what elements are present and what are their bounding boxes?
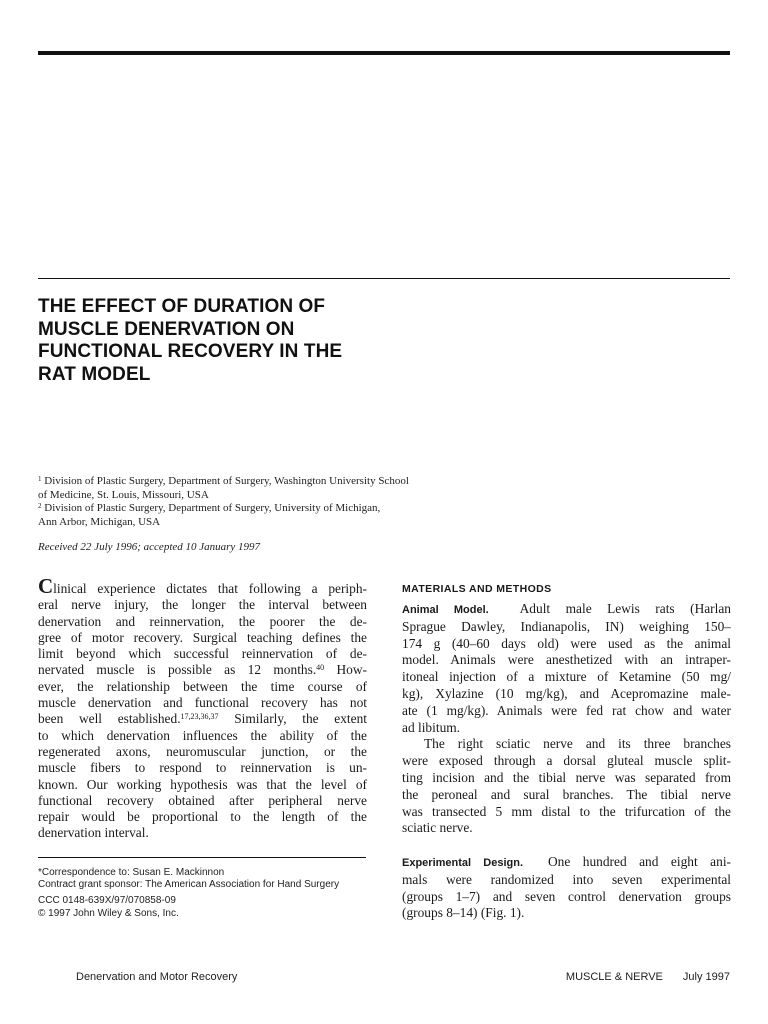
exp-line	[402, 854, 731, 872]
exp-text: One hundred and eight ani-	[547, 854, 731, 869]
intro-text: linical experience dictates that following a periph-	[53, 581, 367, 596]
intro-text: nervated muscle is possible as 12 months.	[38, 662, 317, 678]
intro-line: gree of motor recovery. Surgical teaching defines the	[38, 629, 367, 645]
methods-line: model. Animals were anesthetized with an intraper-	[402, 652, 731, 668]
reference-superscript: 40	[316, 663, 325, 673]
running-footer-title: Denervation and Motor Recovery	[76, 971, 238, 983]
methods-heading: MATERIALS AND METHODS	[402, 583, 552, 595]
exp-line: (groups 8–14) (Fig. 1).	[402, 905, 525, 921]
methods-line: kg), Xylazine (10 mg/kg), and Acepromazine male-	[402, 685, 731, 701]
intro-line	[38, 662, 367, 678]
title-line: FUNCTIONAL RECOVERY IN THE	[38, 341, 343, 362]
intro-line	[38, 711, 367, 727]
journal-name: MUSCLE & NERVE	[565, 971, 663, 983]
experimental-design	[402, 854, 731, 922]
reference-superscript: 17,23,36,37	[180, 712, 219, 722]
intro-text: been well established.	[38, 711, 181, 727]
intro-line: limit beyond which successful reinnervation of de-	[38, 646, 367, 662]
top-thick-rule	[38, 51, 730, 55]
intro-line: repair would be proportional to the length of the	[38, 809, 367, 825]
intro-line: regenerated axons, neuromuscular junction, or the	[38, 743, 367, 759]
drop-cap: C	[38, 574, 54, 598]
methods-line: The right sciatic nerve and its three branches	[424, 736, 731, 752]
methods-line: was transected 5 mm distal to the trifurcation of the	[402, 803, 731, 819]
footnote-rule	[38, 857, 366, 858]
title-rule	[38, 278, 730, 279]
intro-line: denervation interval.	[38, 825, 149, 841]
title-line: RAT MODEL	[38, 363, 151, 385]
methods-line: were exposed through a dorsal gluteal muscle split-	[402, 753, 731, 769]
intro-line	[38, 574, 367, 598]
methods-line: ate (1 mg/kg). Animals were fed rat chow and water	[402, 702, 731, 718]
intro-text: Similarly, the extent	[218, 711, 367, 727]
affiliation-text: Division of Plastic Surgery, Department of Surgery, Washington University School	[44, 475, 409, 487]
title-line: THE EFFECT OF DURATION OF	[38, 296, 326, 317]
intro-text: How-	[324, 662, 367, 678]
affiliation-text: Division of Plastic Surgery, Department of Surgery, University of Michigan,	[44, 502, 381, 515]
intro-line: known. Our working hypothesis was that the level of	[38, 776, 367, 792]
methods-line	[402, 601, 731, 619]
affiliation-2-line-1	[38, 502, 478, 516]
experimental-design-heading: Experimental Design.	[402, 857, 523, 869]
article-title	[38, 296, 458, 386]
title-line: MUSCLE DENERVATION ON	[38, 318, 295, 340]
animal-model-heading: Animal Model.	[402, 604, 489, 616]
methods-section	[402, 583, 731, 837]
intro-line: eral nerve injury, the longer the interval between	[38, 597, 367, 613]
introduction	[38, 574, 367, 842]
intro-line: muscle fibers to respond to reinnervation is un-	[38, 760, 367, 776]
footnotes	[38, 867, 368, 920]
intro-line: functional recovery obtained after peripheral nerve	[38, 792, 367, 808]
methods-line: itoneal injection of a mixture of Ketamine (50 mg/	[402, 669, 731, 685]
intro-line: muscle denervation and functional recovery has not	[38, 695, 367, 711]
intro-line: ever, the relationship between the time course of	[38, 678, 367, 694]
received-date: Received 22 July 1996; accepted 10 January 1997	[38, 541, 261, 553]
exp-line: (groups 1–7) and seven control denervation groups	[402, 888, 731, 904]
affiliation-mark: 1	[38, 475, 42, 483]
methods-line: the peroneal and sural branches. The tibial nerve	[402, 786, 731, 802]
affiliation-2-line-2: Ann Arbor, Michigan, USA	[38, 515, 161, 528]
exp-line: mals were randomized into seven experimental	[402, 871, 731, 887]
intro-line: denervation and reinnervation, the poorer the de-	[38, 613, 367, 629]
ccc-code: CCC 0148-639X/97/070858-09	[38, 895, 176, 907]
methods-line: ad libitum.	[402, 719, 461, 735]
affiliations	[38, 475, 478, 529]
methods-line: sciatic nerve.	[402, 820, 473, 836]
intro-line: to which denervation influences the ability of the	[38, 727, 367, 743]
running-footer-journal	[566, 971, 730, 983]
methods-line: Sprague Dawley, Indianapolis, IN) weighing 150–	[402, 618, 731, 634]
correspondence-note: *Correspondence to: Susan E. Mackinnon	[38, 867, 225, 878]
affiliation-1-line-1	[38, 475, 478, 489]
methods-line: 174 g (40–60 days old) were used as the animal	[402, 635, 731, 651]
affiliation-mark: 2	[38, 502, 42, 511]
issue-date: July 1997	[682, 971, 730, 983]
affiliation-1-line-2: of Medicine, St. Louis, Missouri, USA	[38, 488, 209, 501]
grant-sponsor-note: Contract grant sponsor: The American Association for Hand Surgery	[38, 879, 340, 891]
methods-text: Adult male Lewis rats (Harlan	[519, 601, 731, 616]
methods-line: ting incision and the tibial nerve was separated from	[402, 769, 731, 785]
copyright-note: © 1997 John Wiley & Sons, Inc.	[38, 907, 179, 919]
